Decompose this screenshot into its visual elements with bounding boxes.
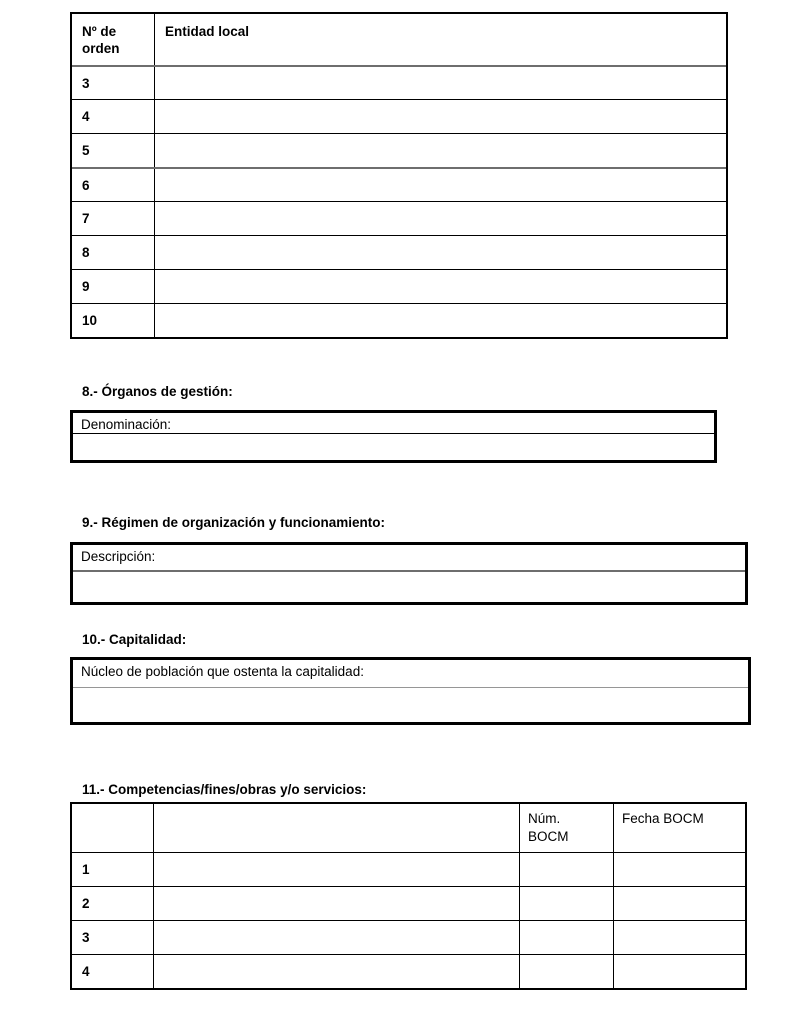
num-bocm-cell [520, 955, 614, 988]
competencia-column-header [154, 804, 520, 852]
num-bocm-cell [520, 887, 614, 920]
entidad-local-cell [155, 100, 726, 133]
regimen-organizacion-box [70, 542, 748, 605]
order-number-cell: 7 [72, 202, 155, 235]
order-number-cell: 8 [72, 236, 155, 269]
table-row [72, 201, 726, 235]
entidad-local-cell [155, 304, 726, 337]
descripcion-label: Descripción: [73, 545, 745, 572]
table-row [72, 133, 726, 167]
num-bocm-cell [520, 921, 614, 954]
num-bocm-column-header: Núm. BOCM [520, 804, 614, 852]
entidad-local-cell [155, 169, 726, 201]
order-number-cell: 10 [72, 304, 155, 337]
fecha-bocm-cell [614, 887, 745, 920]
num-bocm-cell [520, 853, 614, 886]
section-8-title: 8.- Órganos de gestión: [82, 384, 233, 399]
order-number-cell: 9 [72, 270, 155, 303]
entidades-table-header-row [72, 14, 726, 65]
table-row [72, 303, 726, 337]
table-row [72, 167, 726, 201]
fecha-bocm-column-header: Fecha BOCM [622, 811, 704, 826]
index-column-header [72, 804, 154, 852]
order-number-cell: 6 [72, 169, 155, 201]
table-row [72, 65, 726, 99]
table-row [72, 235, 726, 269]
row-number-cell: 3 [72, 921, 154, 954]
entidad-local-cell [155, 134, 726, 167]
fecha-bocm-cell [614, 853, 745, 886]
entidad-local-cell [155, 202, 726, 235]
competencias-table [70, 802, 747, 990]
order-number-cell: 4 [72, 100, 155, 133]
row-number-cell: 2 [72, 887, 154, 920]
entidad-local-cell [155, 270, 726, 303]
section-9-title: 9.- Régimen de organización y funcionamiento: [82, 515, 386, 530]
entidad-local-column-header: Entidad local [165, 24, 250, 39]
table-row [72, 269, 726, 303]
table-row [72, 886, 745, 920]
denominacion-label: Denominación: [73, 413, 714, 434]
num-orden-column-header: Nº de orden [72, 14, 155, 65]
table-row [72, 852, 745, 886]
fecha-bocm-cell [614, 955, 745, 988]
row-number-cell: 1 [72, 853, 154, 886]
order-number-cell: 3 [72, 67, 155, 99]
competencia-cell [154, 853, 520, 886]
order-number-cell: 5 [72, 134, 155, 167]
nucleo-poblacion-label: Núcleo de población que ostenta la capitalidad: [73, 660, 748, 688]
row-number-cell: 4 [72, 955, 154, 988]
entidad-local-cell [155, 67, 726, 99]
competencia-cell [154, 921, 520, 954]
entidad-local-cell [155, 236, 726, 269]
table-row [72, 920, 745, 954]
competencias-table-header-row [72, 804, 745, 852]
competencia-cell [154, 955, 520, 988]
section-10-title: 10.- Capitalidad: [82, 632, 187, 647]
table-row [72, 954, 745, 988]
table-row [72, 99, 726, 133]
entidades-table [70, 12, 728, 339]
competencia-cell [154, 887, 520, 920]
section-11-title: 11.- Competencias/fines/obras y/o servicios: [82, 782, 367, 797]
capitalidad-box [70, 657, 751, 725]
organos-gestion-box [70, 410, 717, 463]
fecha-bocm-cell [614, 921, 745, 954]
